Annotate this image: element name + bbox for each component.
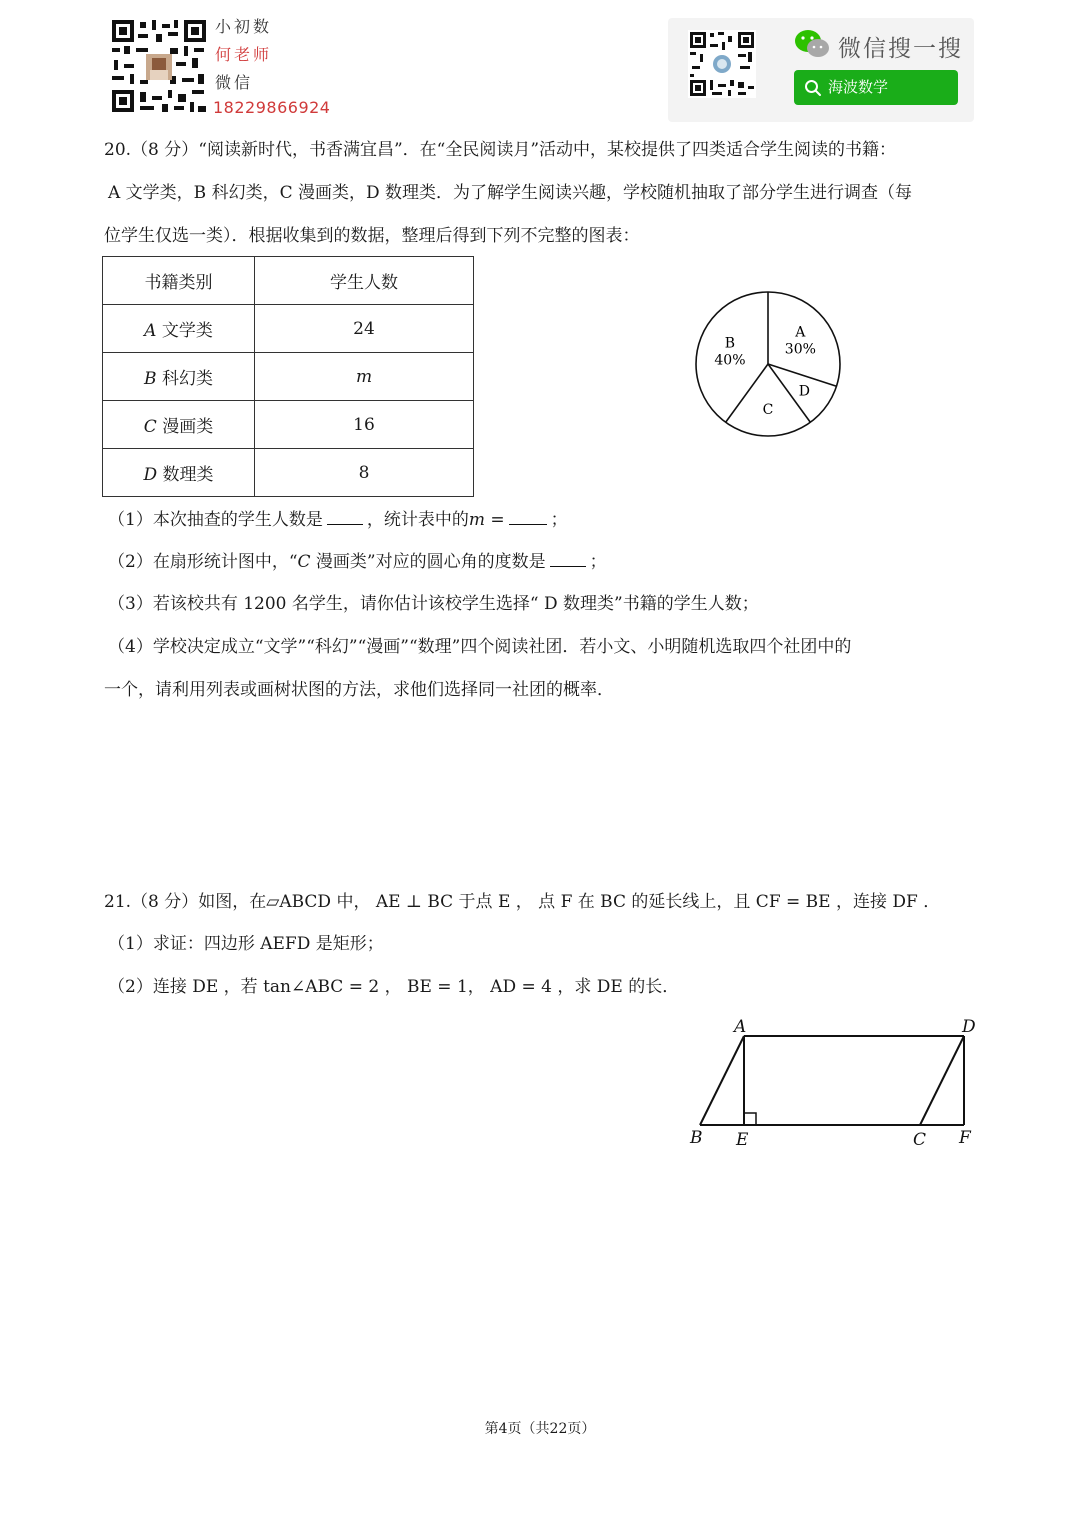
q20-sub-4-line-1: （4）学校决定成立“文学”“科幻”“漫画”“数理”四个阅读社团．若小文、小明随机选取四个社团中的 — [108, 637, 852, 657]
category-letter: A — [144, 321, 157, 341]
wechat-search-title: 微信搜一搜 — [838, 36, 963, 62]
search-icon — [804, 79, 822, 97]
table-cell-category — [103, 305, 255, 353]
q20-sub-1-text-a: （1）本次抽查的学生人数是 — [108, 510, 323, 530]
table-cell-category — [103, 449, 255, 497]
segment-dc — [920, 1036, 964, 1125]
table-cell-count: 16 — [255, 401, 474, 449]
label-b: B — [690, 1128, 703, 1148]
table-header-category: 书籍类别 — [103, 257, 255, 305]
table-row — [103, 305, 474, 353]
table-header-count: 学生人数 — [255, 257, 474, 305]
handwritten-line-3: 微信 — [215, 73, 254, 92]
table-cell-category — [103, 401, 255, 449]
label-e: E — [736, 1130, 749, 1150]
pie-percent-a: 30% — [784, 341, 816, 358]
table-row — [103, 353, 474, 401]
table-header-row — [103, 257, 474, 305]
handwritten-line-2: 何老师 — [215, 45, 273, 64]
q20-sub-1-text-b: ，统计表中的 — [366, 510, 469, 530]
q21-sub-2: （2）连接 DE ，若 tan∠ABC = 2 ， BE = 1， AD = 4 ，求 DE 的长． — [108, 977, 680, 997]
table-cell-count — [255, 353, 474, 401]
category-letter: C — [143, 417, 157, 437]
table-cell-category — [103, 353, 255, 401]
pie-label-a: A — [795, 324, 806, 341]
qr-code-right — [688, 30, 756, 98]
label-a: A — [734, 1017, 747, 1037]
q20-line-2: A 文学类，B 科幻类，C 漫画类，D 数理类．为了解学生阅读兴趣，学校随机抽取了部分学生进行调查（每 — [108, 183, 913, 203]
variable-m: m — [468, 510, 485, 530]
q20-sub-1-end: ； — [550, 510, 568, 530]
label-f: F — [959, 1128, 971, 1148]
category-name: 数理类 — [162, 465, 214, 485]
qr-code-left — [110, 18, 208, 114]
category-name: 漫画类 — [162, 417, 214, 437]
answer-blank-count — [327, 510, 363, 525]
answer-blank-angle — [550, 552, 586, 567]
count-variable: m — [355, 366, 373, 387]
category-name: 科幻类 — [161, 369, 213, 389]
q20-line-1: 20.（8 分）“阅读新时代，书香满宜昌”．在“全民阅读月”活动中，某校提供了四类适合学生阅读的书籍： — [104, 140, 897, 160]
pie-label-c: C — [762, 402, 774, 418]
statistics-table — [102, 256, 474, 497]
wechat-logo-icon — [794, 28, 830, 60]
q20-line-3: 位学生仅选一类）．根据收集到的数据，整理后得到下列不完整的图表： — [104, 226, 640, 246]
segment-ab — [700, 1036, 744, 1125]
pie-percent-b: 40% — [714, 352, 746, 369]
label-c: C — [913, 1130, 927, 1150]
pie-chart — [690, 287, 850, 443]
wechat-search-button[interactable] — [794, 70, 958, 105]
table-cell-count: 24 — [255, 305, 474, 353]
table-cell-count: 8 — [255, 449, 474, 497]
pie-label-d: D — [798, 383, 811, 400]
right-angle-mark — [744, 1113, 756, 1125]
table-row — [103, 449, 474, 497]
q20-sub-3: （3）若该校共有 1200 名学生，请你估计该校学生选择“ D 数理类”书籍的学生人数； — [108, 594, 759, 614]
pie-label-b: B — [724, 335, 736, 352]
q20-sub-2-text-b: 漫画类”对应的圆心角的度数是 — [310, 552, 546, 572]
table-row — [103, 401, 474, 449]
category-letter: B — [144, 369, 157, 389]
category-name: 文学类 — [161, 321, 213, 341]
page-footer: 第4页（共22页） — [484, 1421, 596, 1437]
handwritten-phone: 18229866924 — [213, 98, 331, 117]
q20-sub-4-line-2: 一个，请利用列表或画树状图的方法，求他们选择同一社团的概率． — [104, 680, 614, 700]
variable-c: C — [297, 552, 311, 572]
q20-sub-2 — [108, 552, 607, 572]
handwritten-line-1: 小初数 — [215, 17, 273, 36]
category-letter: D — [143, 465, 158, 485]
q21-line-1: 21.（8 分）如图，在▱ABCD 中， AE ⊥ BC 于点 E ， 点 F 在 BC 的延长线上，且 CF = BE ，连接 DF ． — [104, 892, 941, 912]
q20-sub-2-text-a: （2）在扇形统计图中，“ — [108, 552, 298, 572]
q20-sub-2-end: ； — [589, 552, 607, 572]
q21-sub-1: （1）求证：四边形 AEFD 是矩形； — [108, 934, 384, 954]
answer-blank-m — [509, 510, 547, 525]
parallelogram-figure — [680, 1010, 980, 1155]
label-d: D — [962, 1017, 976, 1037]
q20-sub-1 — [108, 510, 568, 530]
wechat-search-query: 海波数学 — [828, 78, 889, 96]
equals-sign: = — [484, 510, 505, 530]
